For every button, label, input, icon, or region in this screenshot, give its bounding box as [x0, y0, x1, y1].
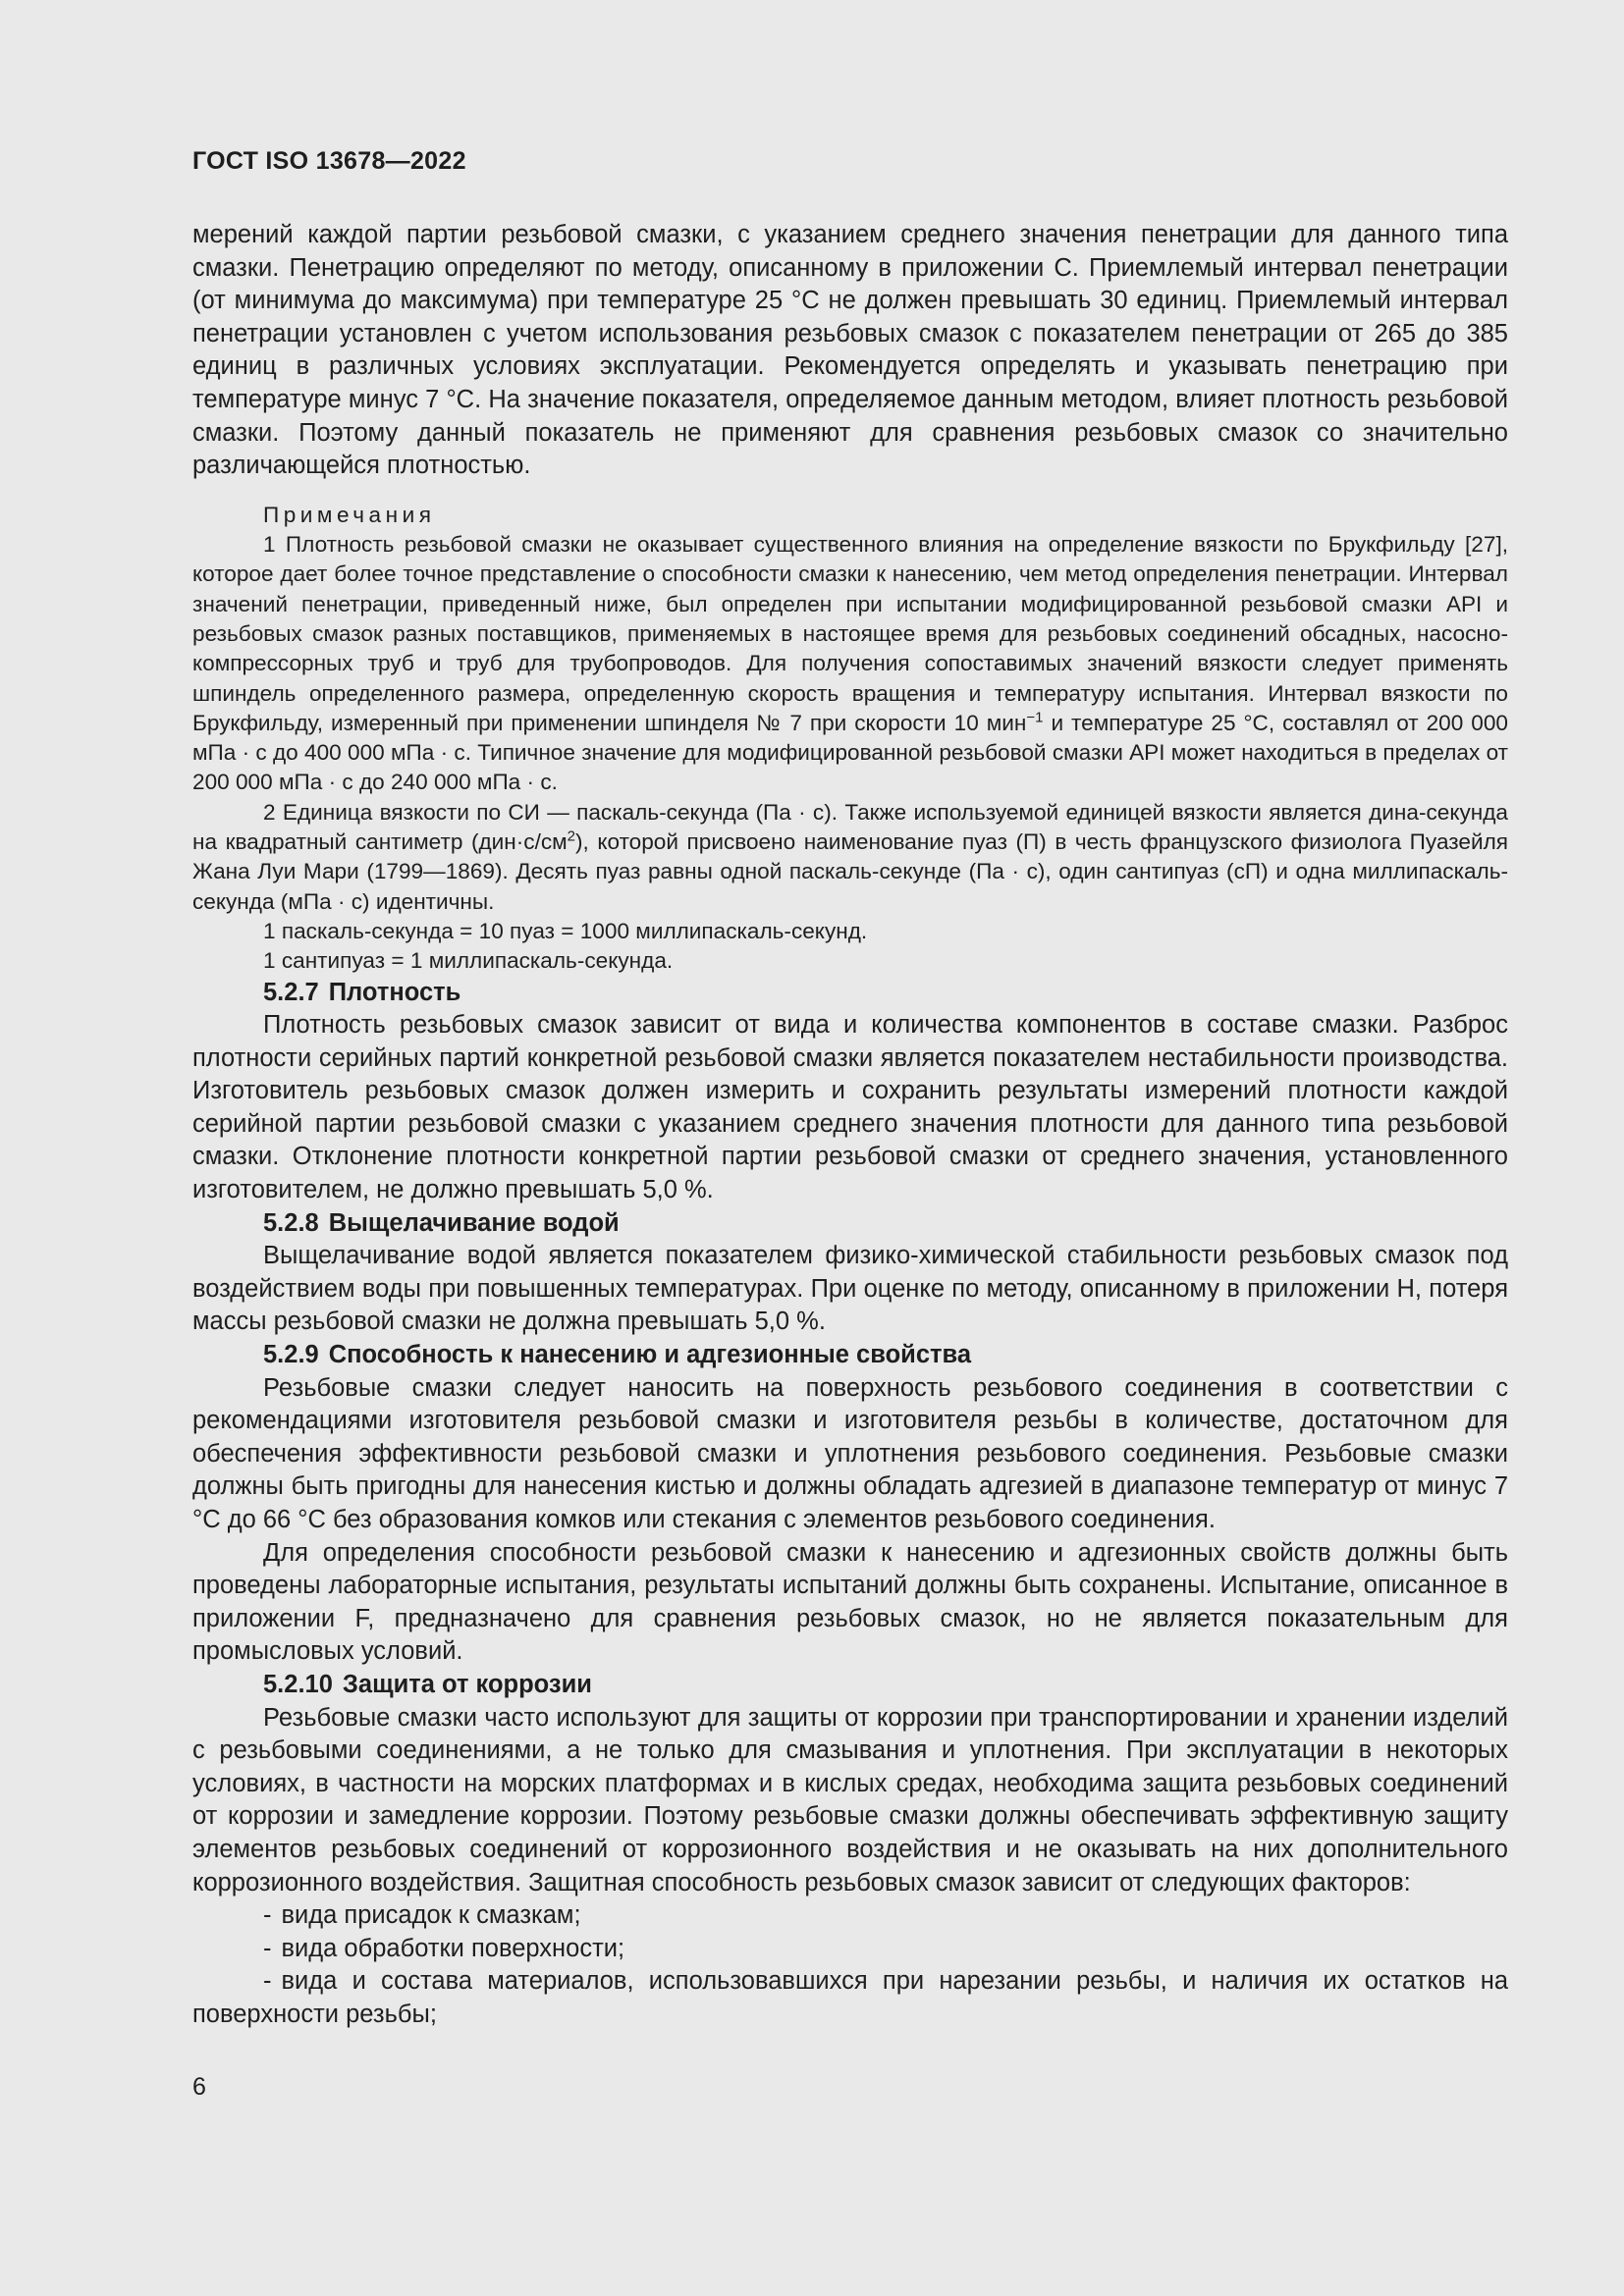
- note-2: 2 Единица вязкости по СИ — паскаль-секунда (Па · с). Также используемой единицей вязкости является дина-секунда на квадратный сантиметр $(дин\cdot с/см^2)$, которой присвоено наименование пуаз (П) в честь французского физиолога Пуазейля Жана Луи Мари (1799—1869). Десять пуаз равны одной паскаль-секунде (Па · с), один сантипуаз (сП) и одна миллипаскаль-секунда (мПа · с) идентичны.: [192, 799, 1508, 914]
- section-5-2-7-paragraph: Плотность резьбовых смазок зависит от вида и количества компонентов в составе смазки. Разброс плотности серийных партий конкретной резьбовой смазки является показателем нестабильности производства. Изготовитель резьбовых смазок должен измерить и сохранить результаты измерений плотности каждой серийной партии резьбовой смазки с указанием среднего значения плотности для данного типа резьбовой смазки. Отклонение плотности конкретной партии резьбовой смазки от среднего значения, установленного изготовителем, не должно превышать 5,0 %.: [192, 1011, 1508, 1204]
- page-number: 6: [192, 2073, 206, 2101]
- list-item: - вида обработки поверхности;: [263, 1934, 625, 1962]
- notes-title: Примечания: [263, 502, 436, 527]
- note-1: 1 Плотность резьбовой смазки не оказывает существенного влияния на определение вязкости по Брукфильду [27], которое дает более точное представление о способности смазки к нанесению, чем метод определения пенетрации. Интервал значений пенетрации, приведенный ниже, был определен при испытании модифицированной резьбовой смазки API и резьбовых смазок разных поставщиков, применяемых в настоящее время для резьбовых соединений обсадных, насосно-компрессорных труб и труб для трубопроводов. Для получения сопоставимых значений вязкости следует применять шпиндель определенного размера, определенную скорость вращения и температуру испытания. Интервал вязкости по Брукфильду, измеренный при применении шпинделя № 7 при скорости 10 мин$^{-1}$ и температуре 25 °C, составлял от 200 000 мПа · с до 400 000 мПа · с. Типичное значение для модифицированной резьбовой смазки API может находиться в пределах от 200 000 мПа · с до 240 000 мПа · с.: [192, 532, 1508, 795]
- section-5-2-9-paragraph-2: Для определения способности резьбовой смазки к нанесению и адгезионных свойств должны быть проведены лабораторные испытания, результаты испытаний должны быть сохранены. Испытание, описанное в приложении F, предназначено для сравнения резьбовых смазок, но не является показательным для промысловых условий.: [192, 1538, 1508, 1666]
- section-heading-5-2-10: 5.2.10 Защита от коррозии: [263, 1670, 592, 1698]
- section-5-2-9-paragraph-1: Резьбовые смазки следует наносить на поверхность резьбового соединения в соответствии с рекомендациями изготовителя резьбовой смазки и изготовителя резьбы в количестве, достаточном для обеспечения эффективности резьбовой смазки и уплотнения резьбового соединения. Резьбовые смазки должны быть пригодны для нанесения кистью и должны обладать адгезией в диапазоне температур от минус 7 °C до 66 °C без образования комков или стекания с элементов резьбового соединения.: [192, 1373, 1508, 1533]
- document-header: ГОСТ ISO 13678—2022: [192, 147, 466, 175]
- section-heading-5-2-7: 5.2.7 Плотность: [263, 978, 461, 1006]
- list-item: - вида и состава материалов, использовавшихся при нарезании резьбы, и наличия их остатков на поверхности резьбы;: [192, 1967, 1508, 2028]
- notes-block: [192, 501, 1508, 977]
- note-equation-2: 1 сантипуаз = 1 миллипаскаль-секунда.: [263, 948, 674, 974]
- section-5-2-8-paragraph: Выщелачивание водой является показателем физико-химической стабильности резьбовых смазок под воздействием воды при повышенных температурах. При оценке по методу, описанному в приложении Н, потеря массы резьбовой смазки не должна превышать 5,0 %.: [192, 1242, 1508, 1336]
- list-item: - вида присадок к смазкам;: [263, 1901, 581, 1930]
- section-heading-5-2-9: 5.2.9 Способность к нанесению и адгезионные свойства: [263, 1341, 972, 1369]
- factor-list: [192, 1899, 1508, 2031]
- note-equation-1: 1 паскаль-секунда = 10 пуаз = 1000 миллипаскаль-секунд.: [263, 918, 868, 943]
- section-heading-5-2-8: 5.2.8 Выщелачивание водой: [263, 1208, 620, 1237]
- intro-paragraph: мерений каждой партии резьбовой смазки, с указанием среднего значения пенетрации для данного типа смазки. Пенетрацию определяют по методу, описанному в приложении С. Приемлемый интервал пенетрации (от минимума до максимума) при температуре 25 °C не должен превышать 30 единиц. Приемлемый интервал пенетрации установлен с учетом использования резьбовых смазок с показателем пенетрации от 265 до 385 единиц в различных условиях эксплуатации. Рекомендуется определять и указывать пенетрацию при температуре минус 7 °C. На значение показателя, определяемое данным методом, влияет плотность резьбовой смазки. Поэтому данный показатель не применяют для сравнения резьбовых смазок со значительно различающейся плотностью.: [192, 221, 1508, 480]
- section-5-2-10-paragraph: Резьбовые смазки часто используют для защиты от коррозии при транспортировании и хранении изделий с резьбовыми соединениями, а не только для смазывания и уплотнения. При эксплуатации в некоторых условиях, в частности на морских платформах и в кислых средах, необходима защита резьбовых соединений от коррозии и замедление коррозии. Поэтому резьбовые смазки должны обеспечивать эффективную защиту элементов резьбовых соединений от коррозионного воздействия и не оказывать на них дополнительного коррозионного воздействия. Защитная способность резьбовых смазок зависит от следующих факторов:: [192, 1703, 1508, 1896]
- document-page: [192, 147, 1508, 2032]
